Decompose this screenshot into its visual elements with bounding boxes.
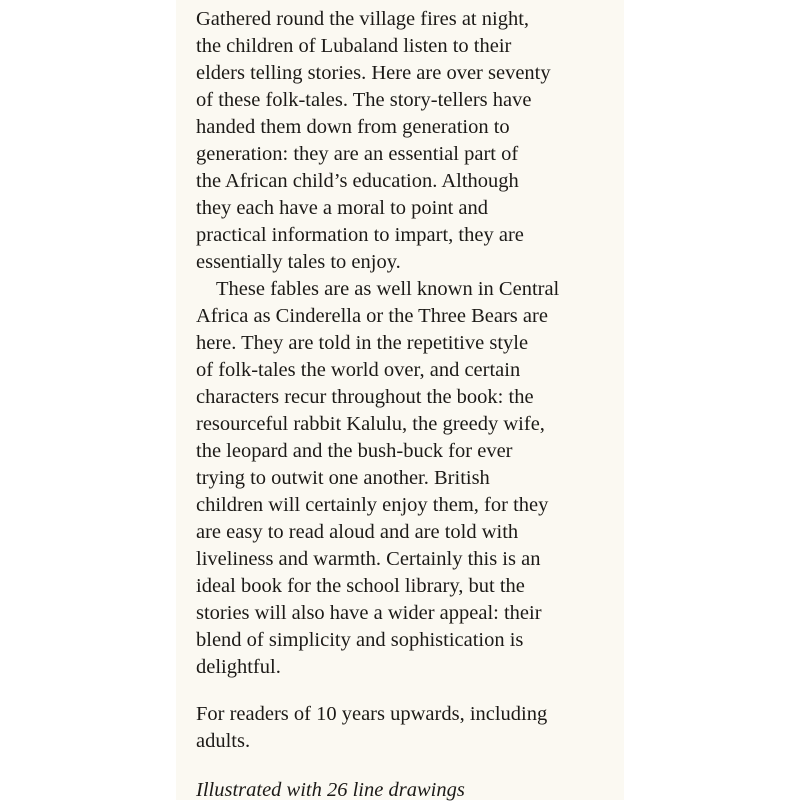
text-line: trying to outwit one another. British	[196, 467, 490, 489]
text-line: Gathered round the village fires at night,	[196, 8, 530, 30]
intro-paragraph	[196, 6, 594, 276]
text-line: adults.	[196, 730, 251, 752]
text-line: These fables are as well known in Central	[216, 278, 560, 300]
text-line: resourceful rabbit Kalulu, the greedy wife,	[196, 413, 545, 435]
book-jacket-flap	[176, 0, 624, 800]
text-line: blend of simplicity and sophistication is	[196, 629, 524, 651]
text-line: characters recur throughout the book: the	[196, 386, 534, 408]
text-line: practical information to impart, they are	[196, 224, 524, 246]
text-line: stories will also have a wider appeal: their	[196, 602, 542, 624]
text-line: delightful.	[196, 656, 281, 678]
text-line: they each have a moral to point and	[196, 197, 489, 219]
spacer	[196, 681, 594, 701]
text-line: liveliness and warmth. Certainly this is an	[196, 548, 541, 570]
blurb-text	[196, 6, 594, 804]
text-line: here. They are told in the repetitive style	[196, 332, 529, 354]
text-line: of these folk-tales. The story-tellers have	[196, 89, 532, 111]
text-line: Africa as Cinderella or the Three Bears are	[196, 305, 548, 327]
text-line: For readers of 10 years upwards, including	[196, 703, 548, 725]
text-line: generation: they are an essential part of	[196, 143, 519, 165]
text-line: Illustrated with 26 line drawings	[196, 779, 465, 801]
text-line: the leopard and the bush-buck for ever	[196, 440, 513, 462]
text-line: the African child’s education. Although	[196, 170, 519, 192]
text-line: handed them down from generation to	[196, 116, 510, 138]
text-line: ideal book for the school library, but the	[196, 575, 525, 597]
text-line: of folk-tales the world over, and certain	[196, 359, 521, 381]
spacer	[196, 755, 594, 777]
text-line: elders telling stories. Here are over seventy	[196, 62, 551, 84]
text-line: the children of Lubaland listen to their	[196, 35, 512, 57]
text-line: essentially tales to enjoy.	[196, 251, 401, 273]
audience-note	[196, 701, 594, 755]
text-line: children will certainly enjoy them, for they	[196, 494, 549, 516]
description-paragraph	[196, 276, 594, 681]
text-line: are easy to read aloud and are told with	[196, 521, 519, 543]
